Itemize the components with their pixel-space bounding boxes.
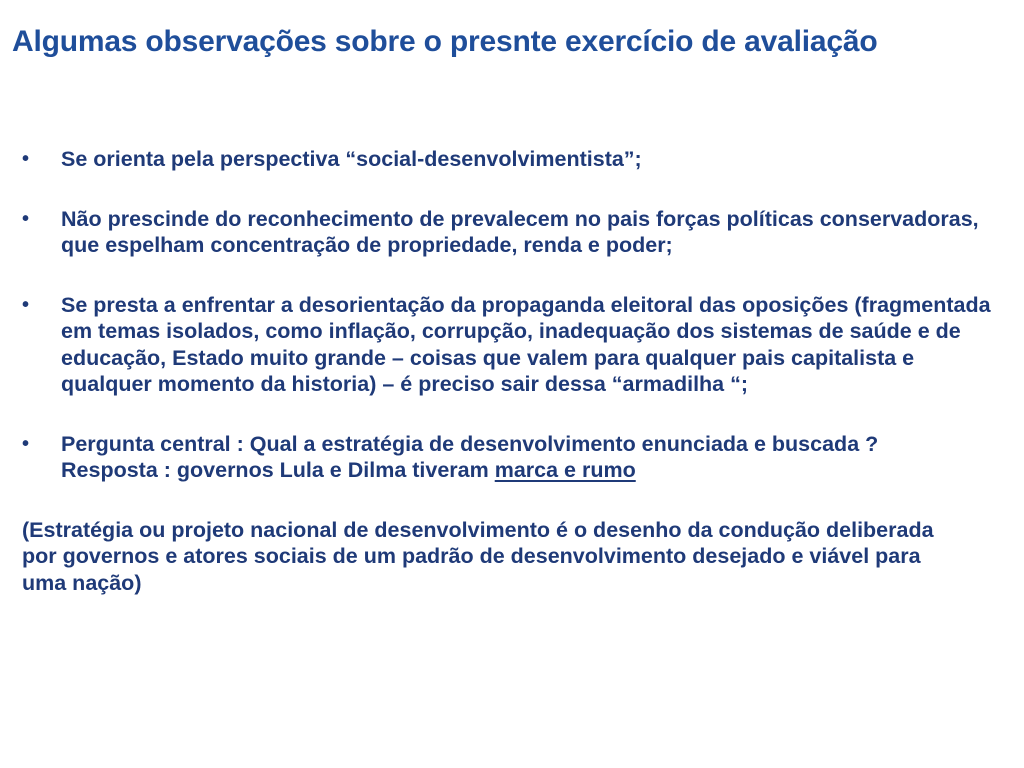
- bullet-text: Não prescinde do reconhecimento de prevalecem no pais forças políticas conservadoras, que espelham concentração de propriedade, renda e poder;: [61, 206, 979, 257]
- bullet-list: [22, 146, 1007, 484]
- bullet-item-central-question: [22, 431, 1007, 484]
- bullet-dot-icon: •: [22, 207, 30, 230]
- slide-title: Algumas observações sobre o presnte exercício de avaliação: [12, 25, 878, 58]
- bullet-dot-icon: •: [22, 148, 30, 170]
- bullet-item-conservative-forces: [22, 206, 1007, 259]
- definition-note: (Estratégia ou projeto nacional de desenvolvimento é o desenho da condução deliberada por governos e atores sociais de um padrão de desenvolvimento desejado e viável para uma nação): [22, 517, 934, 595]
- bullet-text: Se presta a enfrentar a desorientação da propaganda eleitoral das oposições (fragmentada em temas isolados, como inflação, corrupção, inadequação dos sistemas de saúde e de educação, Estado muito grande – coisas que valem para qualquer pais capitalista e qualquer momento da historia) – é preciso sair dessa “armadilha “;: [61, 292, 991, 396]
- bullet-dot-icon: •: [22, 432, 30, 455]
- answer-prefix: Resposta : governos Lula e Dilma tiveram: [61, 458, 495, 482]
- answer-line: [61, 457, 1007, 484]
- central-question-text: Pergunta central : Qual a estratégia de desenvolvimento enunciada e buscada ?: [61, 431, 879, 456]
- underlined-answer: marca e rumo: [494, 458, 636, 482]
- bullet-dot-icon: •: [22, 293, 30, 316]
- bullet-item-orientation: [22, 146, 1007, 173]
- slide-content: [22, 146, 1007, 596]
- bullet-item-electoral-propaganda: [22, 292, 1007, 398]
- bullet-text: Se orienta pela perspectiva “social-desenvolvimentista”;: [61, 147, 642, 171]
